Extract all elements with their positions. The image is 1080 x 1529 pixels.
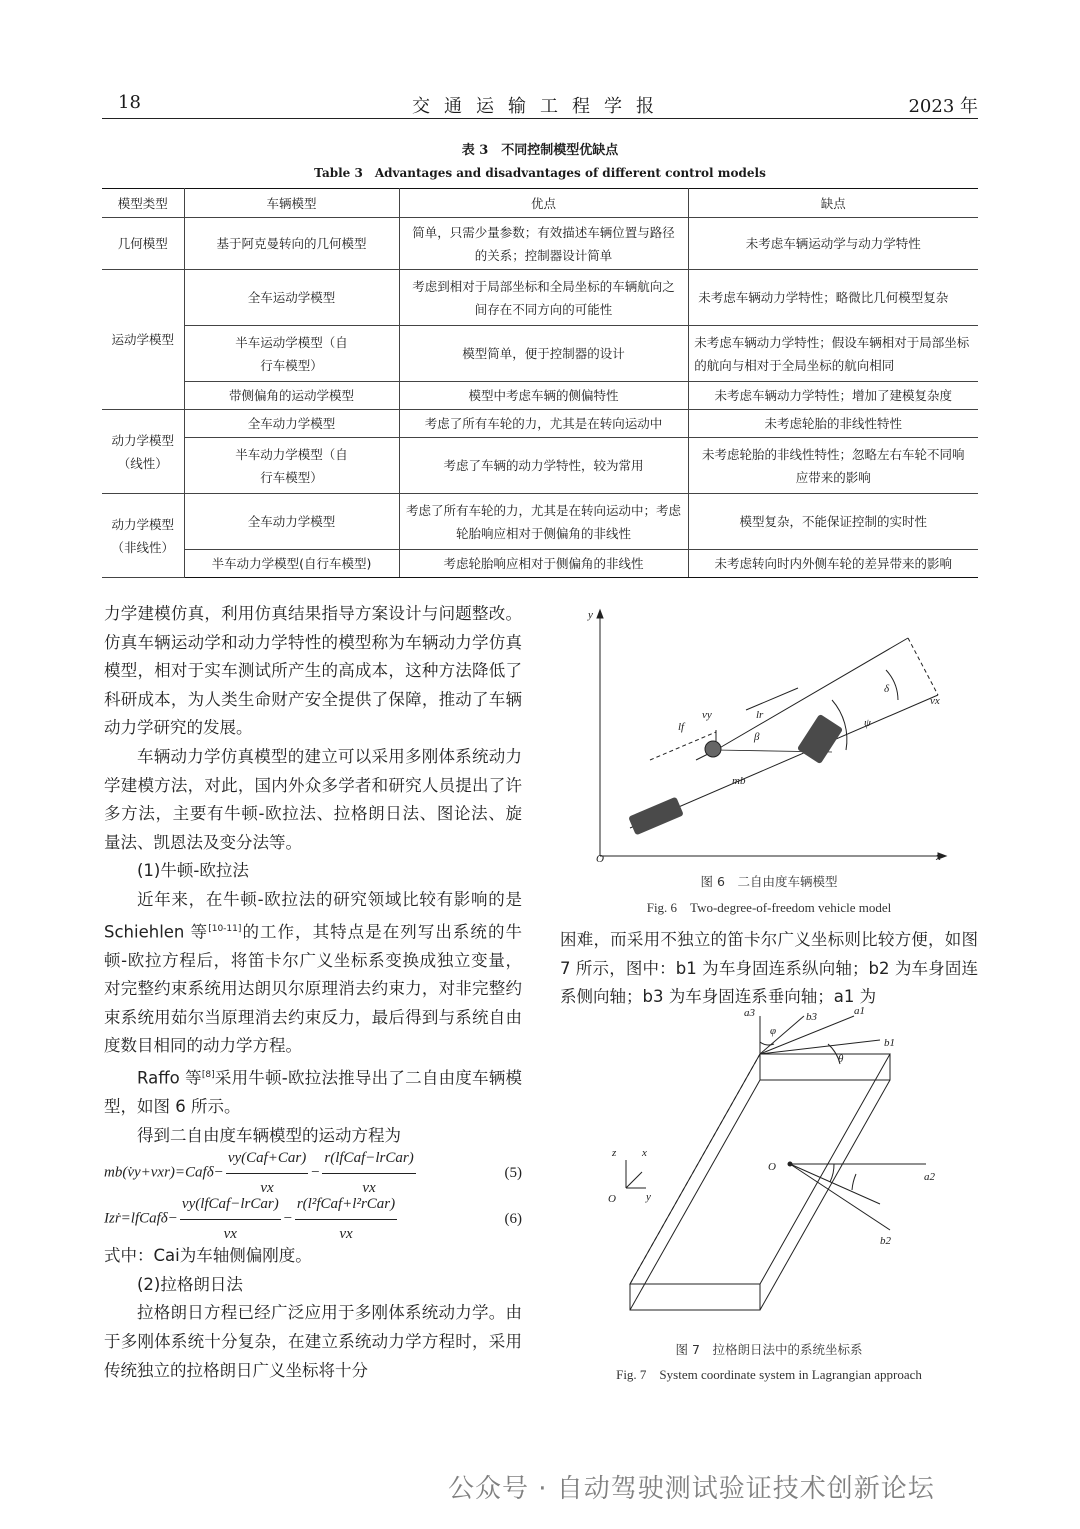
comparison-table (102, 188, 978, 578)
col-header-model: 车辆模型 (184, 189, 399, 218)
cell-cons: 未考虑车辆动力学特性；增加了建模复杂度 (688, 382, 978, 410)
col-header-type: 模型类型 (102, 189, 184, 218)
table-row (102, 326, 978, 382)
fig7-label-origin-small: O (608, 1193, 616, 1205)
header-rule (102, 118, 978, 119)
fig7-label-theta: θ (838, 1053, 844, 1065)
fig6-label-psi: ψ (864, 717, 871, 729)
paragraph: 拉格朗日方程已经广泛应用于多刚体系统动力学。由于多刚体系统十分复杂，在建立系统动力学方程时，采用传统独立的拉格朗日广义坐标将十分 (104, 1303, 522, 1380)
cell-type: 动力学模型（线性） (102, 410, 184, 494)
figure-6-caption-cn: 图 6 二自由度车辆模型 (700, 874, 838, 889)
table-row (102, 438, 978, 494)
table-caption-en: Table 3 Advantages and disadvantages of different control models (314, 166, 766, 180)
cell-pros: 模型中考虑车辆的侧偏特性 (399, 382, 688, 410)
table-caption-cn: 表 3 不同控制模型优缺点 (461, 143, 619, 158)
table-row (102, 382, 978, 410)
fig7-label-b1: b1 (884, 1037, 895, 1049)
cell-model: 半车运动学模型（自行车模型） (184, 326, 399, 382)
paragraph: 式中：Cai为车轴侧偏刚度。 (104, 1246, 312, 1266)
cell-pros: 考虑了所有车轮的力，尤其是在转向运动中；考虑轮胎响应相对于侧偏角的非线性 (399, 494, 688, 550)
fig6-label-y: y (588, 609, 593, 621)
cell-pros: 考虑了所有车轮的力，尤其是在转向运动中 (399, 410, 688, 438)
fig7-label-x: x (642, 1147, 647, 1159)
fig7-label-origin: O (768, 1161, 776, 1173)
figure-7-caption-cn: 图 7 拉格朗日法中的系统坐标系 (675, 1342, 863, 1357)
fig6-label-vy: vy (702, 709, 712, 721)
paragraph: 力学建模仿真，利用仿真结果指导方案设计与问题整改。仿真车辆运动学和动力学特性的模型称为车辆动力学仿真模型，相对于实车测试所产生的高成本，这种方法降低了科研成本，为人类生命财产安全提供了保障，推动了车辆动力学研究的发展。 (104, 604, 522, 738)
citation: [10-11] (208, 923, 242, 934)
table-row (102, 218, 978, 270)
paragraph: Raffo 等[8]采用牛顿-欧拉法推导出了二自由度车辆模型，如图 6 所示。 (104, 1068, 522, 1117)
rear-wheel (628, 797, 684, 836)
cell-cons: 未考虑车辆动力学特性；略微比几何模型复杂 (688, 270, 978, 326)
mass-center (705, 741, 721, 757)
fig6-label-delta: δ (884, 683, 890, 695)
fig6-label-lf: lf (678, 721, 685, 733)
cell-pros: 考虑了车辆的动力学特性，较为常用 (399, 438, 688, 494)
fig7-label-phi: φ (770, 1025, 777, 1037)
equation-5: mb(v̇y+vxr)=Cafδ− $\frac{\text{vy(Caf+Car)}}{vx}$ − $\frac{\text{r(lfCaf−lrCar)}}{vx}$ (5) (104, 1150, 522, 1196)
fig7-label-a2: a2 (924, 1171, 935, 1183)
fig7-label-b3: b3 (806, 1011, 817, 1023)
cell-model: 半车动力学模型（自行车模型） (184, 438, 399, 494)
fig7-label-z: z (612, 1147, 617, 1159)
figure-7-diagram (590, 1004, 950, 1334)
fig6-label-vx: vx (930, 695, 940, 707)
fig7-label-a1: a1 (854, 1005, 865, 1017)
cell-cons: 未考虑转向时内外侧车轮的差异带来的影响 (688, 550, 978, 578)
table-row (102, 494, 978, 550)
section-heading: (2)拉格朗日法 (137, 1274, 243, 1294)
fig6-label-mb: mb (732, 775, 746, 787)
fig7-label-a3: a3 (744, 1007, 755, 1019)
cell-cons: 未考虑轮胎的非线性特性 (688, 410, 978, 438)
paragraph: 困难，而采用不独立的笛卡尔广义坐标则比较方便，如图 7 所示，图中：b1 为车身固连系纵向轴；b2 为车身固连系侧向轴；b3 为车身固连系垂向轴；a1 为 (560, 930, 978, 1007)
cell-pros: 模型简单，便于控制器的设计 (399, 326, 688, 382)
table-row (102, 410, 978, 438)
col-header-pros: 优点 (399, 189, 688, 218)
page-number: 18 (118, 92, 141, 113)
fig6-label-origin: O (596, 853, 604, 865)
cell-cons: 模型复杂，不能保证控制的实时性 (688, 494, 978, 550)
figure-7-caption-en: Fig. 7 System coordinate system in Lagrangian approach (616, 1367, 922, 1382)
cell-model: 基于阿克曼转向的几何模型 (184, 218, 399, 270)
fig7-label-b2: b2 (880, 1235, 891, 1247)
equation-6: Izṙ=lfCafδ− $\frac{\text{vy(lfCaf−lrCar)}}{vx}$ − $\frac{\text{r(l²fCaf+l²rCar)}}{vx}$ (6) (104, 1196, 522, 1242)
section-heading: (1)牛顿-欧拉法 (137, 861, 249, 881)
paragraph: 得到二自由度车辆模型的运动方程为 (137, 1125, 401, 1145)
col-header-cons: 缺点 (688, 189, 978, 218)
fig6-label-lr: lr (756, 709, 764, 721)
cell-pros: 考虑轮胎响应相对于侧偏角的非线性 (399, 550, 688, 578)
cell-model: 全车动力学模型 (184, 494, 399, 550)
cell-type: 动力学模型（非线性） (102, 494, 184, 578)
cell-cons: 未考虑车辆运动学与动力学特性 (688, 218, 978, 270)
right-column (560, 926, 978, 1012)
cell-type: 几何模型 (102, 218, 184, 270)
table-header-row (102, 189, 978, 218)
cell-type: 运动学模型 (102, 270, 184, 410)
publication-year: 2023 年 (908, 96, 978, 117)
fig6-label-x: x (936, 851, 941, 863)
figure-6-caption-en: Fig. 6 Two-degree-of-freedom vehicle model (646, 900, 892, 915)
journal-title: 交通运输工程学报 (412, 96, 668, 117)
cell-model: 带侧偏角的运动学模型 (184, 382, 399, 410)
table-row (102, 550, 978, 578)
fig6-label-beta: β (754, 731, 760, 743)
citation: [8] (201, 1070, 215, 1080)
front-wheel (797, 714, 843, 764)
cell-pros: 考虑到相对于局部坐标和全局坐标的车辆航向之间存在不同方向的可能性 (399, 270, 688, 326)
left-column (104, 600, 522, 1385)
fig7-label-y: y (646, 1191, 651, 1203)
cell-model: 全车动力学模型 (184, 410, 399, 438)
watermark: 公众号 · 自动驾驶测试验证技术创新论坛 (448, 1474, 935, 1504)
cell-model: 全车运动学模型 (184, 270, 399, 326)
cell-model: 半车动力学模型(自行车模型) (184, 550, 399, 578)
paragraph: 近年来，在牛顿-欧拉法的研究领域比较有影响的是 Schiehlen 等[10-11]的工作，其特点是在列写出系统的牛顿-欧拉方程后，将笛卡尔广义坐标系变换成独立变量，对完整约束系统用达朗贝尔原理消去约束力，对非完整约束系统用茹尔当原理消去约束反力，最后得到与系统自由度数目相同的动力学方程。 (104, 889, 523, 1056)
table-row (102, 270, 978, 326)
cell-pros: 简单，只需少量参数；有效描述车辆位置与路径的关系；控制器设计简单 (399, 218, 688, 270)
cell-cons: 未考虑车辆动力学特性；假设车辆相对于局部坐标的航向与相对于全局坐标的航向相同 (688, 326, 978, 382)
cell-cons: 未考虑轮胎的非线性特性；忽略左右车轮不同响应带来的影响 (688, 438, 978, 494)
paragraph: 车辆动力学仿真模型的建立可以采用多刚体系统动力学建模方法，对此，国内外众多学者和研究人员提出了许多方法，主要有牛顿-欧拉法、拉格朗日法、图论法、旋量法、凯恩法及变分法等。 (104, 746, 522, 852)
figure-6-diagram (570, 600, 970, 868)
